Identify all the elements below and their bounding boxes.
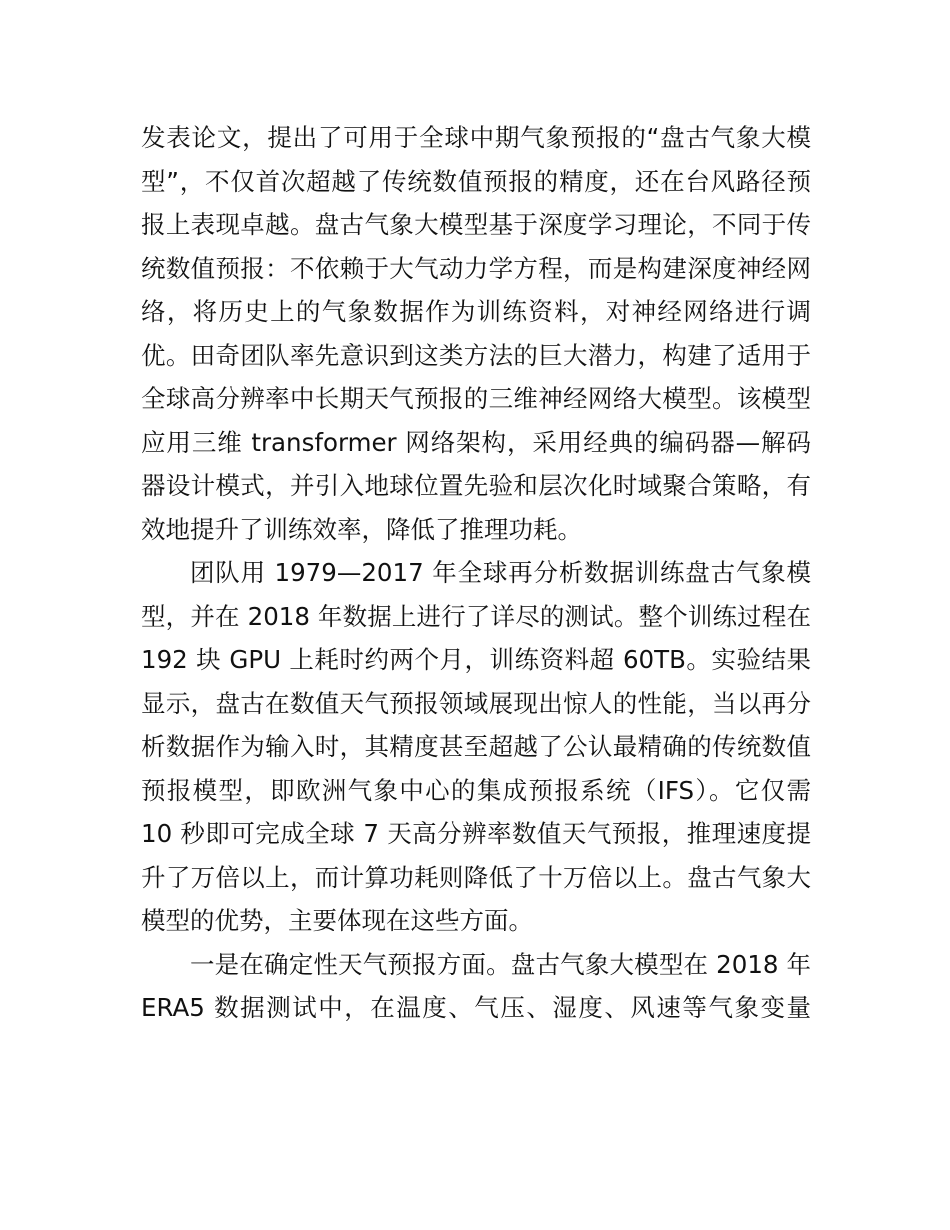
paragraph-1-line-7: 全球高分辨率中长期天气预报的三维神经网络大模型。该模型 bbox=[141, 384, 811, 413]
paragraph-2-line-8: 升了万倍以上，而计算功耗则降低了十万倍以上。盘古气象大 bbox=[141, 862, 811, 892]
paragraph-1-line-8: 应用三维 transformer 网络架构，采用经典的编码器—解码 bbox=[141, 427, 811, 457]
document-body bbox=[141, 116, 811, 1030]
paragraph-2-line-1: 团队用 1979—2017 年全球再分析数据训练盘古气象模 bbox=[190, 558, 811, 587]
paragraph-2-line-7: 10 秒即可完成全球 7 天高分辨率数值天气预报，推理速度提 bbox=[141, 819, 811, 848]
paragraph-1-line-2: 型”，不仅首次超越了传统数值预报的精度，还在台风路径预 bbox=[141, 166, 811, 196]
paragraph-1-line-1: 发表论文，提出了可用于全球中期气象预报的“盘古气象大模 bbox=[141, 123, 811, 152]
paragraph-2-line-6: 预报模型，即欧洲气象中心的集成预报系统（IFS）。它仅需 bbox=[141, 775, 811, 805]
paragraph-2-line-4: 显示，盘古在数值天气预报领域展现出惊人的性能，当以再分 bbox=[141, 688, 811, 718]
paragraph-1-line-5: 络，将历史上的气象数据作为训练资料，对神经网络进行调 bbox=[141, 297, 811, 326]
paragraph-2-line-5: 析数据作为输入时，其精度甚至超越了公认最精确的传统数值 bbox=[141, 732, 811, 761]
paragraph-2-line-9: 模型的优势，主要体现在这些方面。 bbox=[141, 906, 533, 935]
paragraph-3-line-1: 一是在确定性天气预报方面。盘古气象大模型在 2018 年 bbox=[190, 949, 811, 979]
paragraph-2-line-3: 192 块 GPU 上耗时约两个月，训练资料超 60TB。实验结果 bbox=[141, 645, 811, 674]
paragraph-1-line-9: 器设计模式，并引入地球位置先验和层次化时域聚合策略，有 bbox=[141, 471, 811, 500]
paragraph-3-line-2: ERA5 数据测试中，在温度、气压、湿度、风速等气象变量 bbox=[141, 993, 811, 1022]
paragraph-1-line-10: 效地提升了训练效率，降低了推理功耗。 bbox=[141, 514, 582, 544]
paragraph-1-line-4: 统数值预报：不依赖于大气动力学方程，而是构建深度神经网 bbox=[141, 253, 811, 283]
paragraph-2-line-2: 型，并在 2018 年数据上进行了详尽的测试。整个训练过程在 bbox=[141, 601, 811, 631]
paragraph-1-line-3: 报上表现卓越。盘古气象大模型基于深度学习理论，不同于传 bbox=[141, 210, 811, 239]
paragraph-1-line-6: 优。田奇团队率先意识到这类方法的巨大潜力，构建了适用于 bbox=[141, 340, 811, 370]
